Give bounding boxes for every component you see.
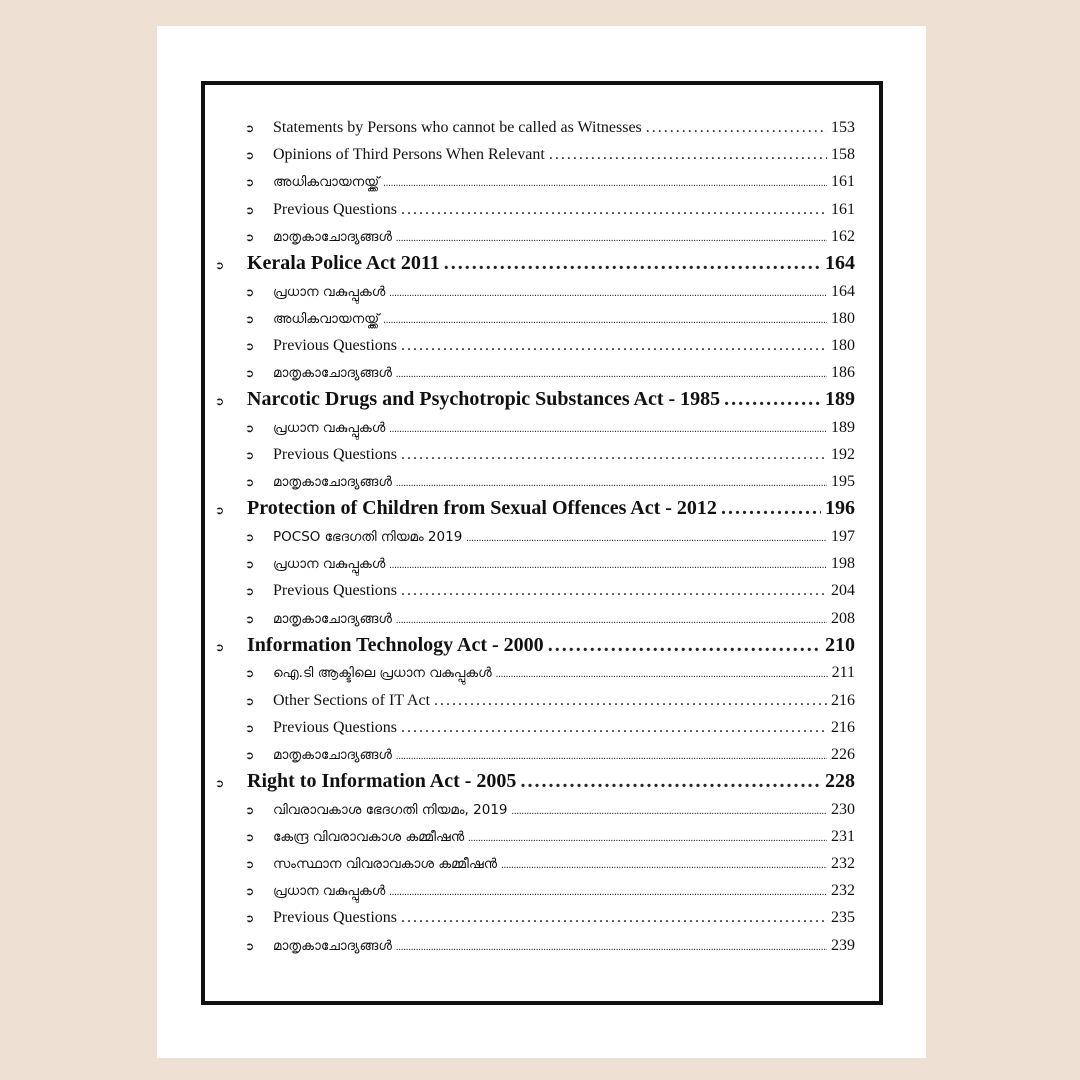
toc-section-row	[213, 441, 855, 468]
dot-leader	[396, 470, 827, 497]
toc-section-row	[213, 414, 855, 441]
arrow-bullet-icon: ➲	[215, 395, 225, 409]
toc-section-row	[213, 741, 855, 768]
toc-page-number: 230	[831, 800, 855, 818]
dot-leader	[466, 525, 827, 552]
toc-entry-title: Information Technology Act - 2000	[247, 633, 544, 656]
arrow-bullet-icon: ➲	[245, 585, 255, 599]
arrow-bullet-icon: ➲	[245, 176, 255, 190]
toc-section-row	[213, 359, 855, 386]
toc-entry-title: POCSO ഭേദഗതി നിയമം 2019	[273, 529, 463, 546]
toc-section-row	[213, 714, 855, 741]
toc-chapter-row	[213, 495, 855, 523]
toc-page-number: 180	[831, 309, 855, 327]
dot-leader	[646, 114, 827, 141]
arrow-bullet-icon: ➲	[245, 339, 255, 353]
toc-entry-title: മാതൃകാചോദ്യങ്ങൾ	[273, 365, 392, 382]
dot-leader	[389, 416, 827, 443]
arrow-bullet-icon: ➲	[245, 531, 255, 545]
toc-section-row	[213, 168, 855, 195]
arrow-bullet-icon: ➲	[245, 203, 255, 217]
arrow-bullet-icon: ➲	[245, 149, 255, 163]
arrow-bullet-icon: ➲	[215, 640, 225, 654]
toc-page-number: 161	[831, 173, 855, 191]
toc-entry-title: ഐ.ടി ആക്ടിലെ പ്രധാന വകുപ്പുകൾ	[273, 665, 492, 682]
arrow-bullet-icon: ➲	[245, 667, 255, 681]
toc-entry-title: പ്രധാന വകുപ്പുകൾ	[273, 419, 386, 436]
arrow-bullet-icon: ➲	[245, 449, 255, 463]
dot-leader	[389, 552, 827, 579]
toc-chapter-row	[213, 386, 855, 414]
dot-leader	[401, 332, 827, 359]
toc-page-number: 162	[831, 227, 855, 245]
arrow-bullet-icon: ➲	[245, 421, 255, 435]
toc-chapter-row	[213, 768, 855, 796]
toc-page-number: 210	[825, 633, 855, 656]
toc-section-row	[213, 305, 855, 332]
dot-leader	[401, 196, 827, 223]
arrow-bullet-icon: ➲	[245, 694, 255, 708]
toc-entry-title: Previous Questions	[273, 909, 397, 927]
toc-entry-title: Previous Questions	[273, 718, 397, 736]
toc-page-number: 164	[825, 251, 855, 274]
toc-section-row	[213, 932, 855, 959]
toc-entry-title: വിവരാവകാശ ഭേദഗതി നിയമം, 2019	[273, 801, 508, 818]
toc-section-row	[213, 550, 855, 577]
toc-section-row	[213, 141, 855, 168]
toc-page-number: 208	[831, 609, 855, 627]
toc-page-number: 211	[831, 664, 855, 682]
toc-page-number: 192	[831, 446, 855, 464]
toc-page-number: 198	[831, 555, 855, 573]
toc-page-number: 235	[831, 909, 855, 927]
toc-entry-title: പ്രധാന വകുപ്പുകൾ	[273, 883, 386, 900]
dot-leader	[520, 768, 821, 796]
arrow-bullet-icon: ➲	[245, 721, 255, 735]
toc-entry-title: Previous Questions	[273, 582, 397, 600]
dot-leader	[434, 687, 827, 714]
toc-page-number: 232	[831, 855, 855, 873]
dot-leader	[721, 495, 821, 523]
dot-leader	[389, 280, 827, 307]
arrow-bullet-icon: ➲	[245, 858, 255, 872]
arrow-bullet-icon: ➲	[215, 504, 225, 518]
toc-entry-title: പ്രധാന വകുപ്പുകൾ	[273, 283, 386, 300]
toc-entry-title: Other Sections of IT Act	[273, 691, 431, 709]
toc-page-number: 228	[825, 770, 855, 793]
arrow-bullet-icon: ➲	[245, 939, 255, 953]
toc-page-number: 196	[825, 497, 855, 520]
toc-page-number: 216	[831, 718, 855, 736]
toc-page-number: 153	[831, 119, 855, 136]
arrow-bullet-icon: ➲	[245, 830, 255, 844]
toc-section-row	[213, 223, 855, 250]
dot-leader	[401, 441, 827, 468]
toc-entry-title: അധികവായനയ്ക്ക്	[273, 310, 380, 327]
dot-leader	[496, 661, 828, 688]
toc-entry-title: അധികവായനയ്ക്ക്	[273, 174, 380, 191]
dot-leader	[396, 361, 827, 388]
toc-section-row	[213, 687, 855, 714]
arrow-bullet-icon: ➲	[245, 558, 255, 572]
arrow-bullet-icon: ➲	[245, 912, 255, 926]
arrow-bullet-icon: ➲	[245, 612, 255, 626]
dot-leader	[389, 879, 827, 906]
dot-leader	[548, 632, 821, 660]
toc-chapter-row	[213, 250, 855, 278]
toc-entry-title: മാതൃകാചോദ്യങ്ങൾ	[273, 746, 392, 763]
toc-section-row	[213, 523, 855, 550]
dot-leader	[401, 714, 827, 741]
arrow-bullet-icon: ➲	[245, 476, 255, 490]
toc-entry-title: മാതൃകാചോദ്യങ്ങൾ	[273, 937, 392, 954]
arrow-bullet-icon: ➲	[245, 230, 255, 244]
toc-section-row	[213, 577, 855, 604]
toc-section-row	[213, 850, 855, 877]
toc-entry-title: Previous Questions	[273, 200, 397, 218]
toc-entry-title: Narcotic Drugs and Psychotropic Substances Act - 1985	[247, 388, 721, 411]
toc-entry-title: പ്രധാന വകുപ്പുകൾ	[273, 556, 386, 573]
toc-section-row	[213, 796, 855, 823]
arrow-bullet-icon: ➲	[215, 777, 225, 791]
toc-page-number: 158	[831, 146, 855, 164]
toc-page-number: 195	[831, 473, 855, 491]
toc-page-number: 204	[831, 582, 855, 600]
arrow-bullet-icon: ➲	[245, 367, 255, 381]
toc-section-row	[213, 332, 855, 359]
dot-leader	[396, 743, 827, 770]
toc-entry-title: Right to Information Act - 2005	[247, 770, 517, 793]
dot-leader	[383, 170, 827, 197]
toc-entry-title: മാതൃകാചോദ്യങ്ങൾ	[273, 474, 392, 491]
arrow-bullet-icon: ➲	[245, 803, 255, 817]
dot-leader	[512, 798, 827, 825]
toc-section-row	[213, 278, 855, 305]
toc-section-row	[213, 114, 855, 141]
toc-page-number: 226	[831, 745, 855, 763]
toc-page-number: 186	[831, 364, 855, 382]
toc-page-number: 189	[825, 388, 855, 411]
dot-leader	[401, 577, 827, 604]
dot-leader	[401, 904, 827, 931]
toc-entry-title: Opinions of Third Persons When Relevant	[273, 146, 545, 164]
toc-entry-title: Previous Questions	[273, 446, 397, 464]
toc-page-number: 161	[831, 200, 855, 218]
toc-page-number: 232	[831, 882, 855, 900]
table-of-contents	[213, 114, 855, 959]
dot-leader	[501, 852, 827, 879]
dot-leader	[396, 607, 827, 634]
toc-entry-title: Protection of Children from Sexual Offences Act - 2012	[247, 497, 717, 520]
toc-entry-title: Previous Questions	[273, 336, 397, 354]
toc-page-number: 231	[831, 827, 855, 845]
arrow-bullet-icon: ➲	[245, 312, 255, 326]
toc-page-number: 239	[831, 936, 855, 954]
toc-section-row	[213, 904, 855, 931]
toc-entry-title: സംസ്ഥാന വിവരാവകാശ കമ്മീഷൻ	[273, 856, 498, 873]
dot-leader	[396, 934, 827, 961]
dot-leader	[468, 825, 827, 852]
arrow-bullet-icon: ➲	[245, 885, 255, 899]
toc-section-row	[213, 659, 855, 686]
arrow-bullet-icon: ➲	[245, 285, 255, 299]
arrow-bullet-icon: ➲	[215, 258, 225, 272]
toc-section-row	[213, 468, 855, 495]
toc-section-row	[213, 877, 855, 904]
dot-leader	[444, 250, 821, 278]
toc-entry-title: മാതൃകാചോദ്യങ്ങൾ	[273, 228, 392, 245]
toc-entry-title: Kerala Police Act 2011	[247, 251, 440, 274]
toc-section-row	[213, 196, 855, 223]
toc-page-number: 216	[831, 691, 855, 709]
toc-chapter-row	[213, 632, 855, 660]
toc-entry-title: Statements by Persons who cannot be called as Witnesses	[273, 119, 642, 136]
toc-section-row	[213, 823, 855, 850]
toc-section-row	[213, 605, 855, 632]
arrow-bullet-icon: ➲	[245, 122, 255, 135]
dot-leader	[724, 386, 821, 414]
toc-page-number: 197	[831, 528, 855, 546]
dot-leader	[383, 307, 827, 334]
toc-page-number: 189	[831, 418, 855, 436]
arrow-bullet-icon: ➲	[245, 748, 255, 762]
toc-entry-title: കേന്ദ്ര വിവരാവകാശ കമ്മീഷൻ	[273, 828, 465, 845]
toc-page-number: 164	[831, 282, 855, 300]
dot-leader	[396, 225, 827, 252]
toc-entry-title: മാതൃകാചോദ്യങ്ങൾ	[273, 610, 392, 627]
toc-page-number: 180	[831, 336, 855, 354]
dot-leader	[549, 141, 827, 168]
